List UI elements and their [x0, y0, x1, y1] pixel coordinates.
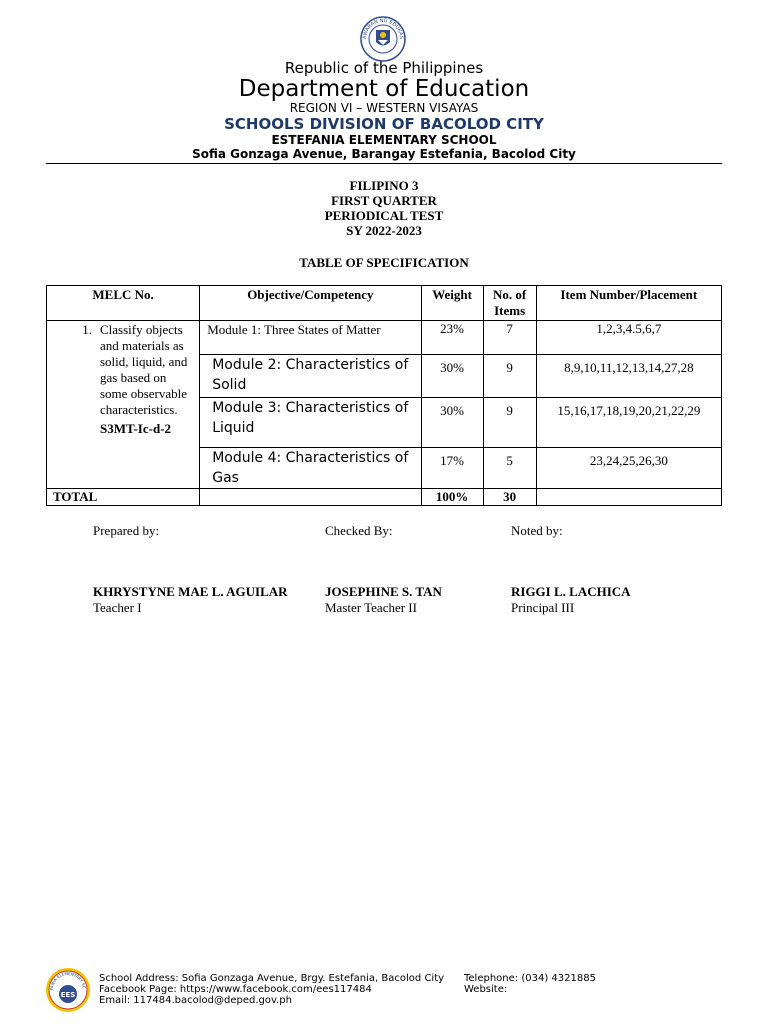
- quarter-title: FIRST QUARTER: [331, 193, 437, 208]
- objective-cell: Module 4: Characteristics of Gas: [200, 448, 421, 489]
- seal-text: AWARAN NG EDUKAS: [361, 17, 405, 40]
- footer-website: Website:: [464, 984, 508, 995]
- header-placement: Item Number/Placement: [536, 286, 721, 321]
- checker-title: Master Teacher II: [325, 600, 417, 615]
- table-header-row: [47, 286, 722, 321]
- footer-address: School Address: Sofia Gonzaga Avenue, Brgy. Estefania, Bacolod City: [99, 973, 445, 984]
- header-items: No. of Items: [483, 286, 536, 321]
- total-items: 30: [483, 489, 536, 506]
- test-title: PERIODICAL TEST: [324, 208, 444, 223]
- total-row: [47, 489, 722, 506]
- objective-cell: Module 3: Characteristics of Liquid: [200, 398, 421, 448]
- school-logo-text: FANIA ELEMENTARY SC: [48, 970, 87, 991]
- school-logo: [44, 967, 92, 1013]
- noter-title: Principal III: [511, 600, 575, 615]
- items-cell: 9: [483, 398, 536, 448]
- header-melc: MELC No.: [47, 286, 200, 321]
- total-label: TOTAL: [47, 489, 200, 506]
- header-divider: [46, 163, 722, 164]
- items-cell: 5: [483, 448, 536, 489]
- checked-by-label: Checked By:: [325, 523, 393, 538]
- footer-email: Email: 117484.bacolod@deped.gov.ph: [99, 995, 292, 1006]
- melc-cell: [47, 321, 200, 489]
- division-name: SCHOOLS DIVISION OF BACOLOD CITY: [224, 115, 544, 133]
- department-name: Department of Education: [238, 76, 530, 102]
- melc-code: S3MT-Ic-d-2: [100, 421, 172, 436]
- checker-name: JOSEPHINE S. TAN: [325, 584, 442, 599]
- school-logo-initials: EES: [60, 991, 76, 999]
- total-objective-cell: [200, 489, 421, 506]
- placement-cell: 15,16,17,18,19,20,21,22,29: [536, 398, 721, 448]
- items-cell: 9: [483, 355, 536, 398]
- weight-cell: 30%: [421, 355, 483, 398]
- noter-name: RIGGI L. LACHICA: [511, 584, 631, 599]
- weight-cell: 30%: [421, 398, 483, 448]
- footer-telephone: Telephone: (034) 4321885: [464, 973, 596, 984]
- objective-cell: Module 1: Three States of Matter: [200, 321, 421, 355]
- header-objective: Objective/Competency: [200, 286, 421, 321]
- objective-cell: Module 2: Characteristics of Solid: [200, 355, 421, 398]
- placement-cell: 8,9,10,11,12,13,14,27,28: [536, 355, 721, 398]
- placement-cell: 23,24,25,26,30: [536, 448, 721, 489]
- subject-title: FILIPINO 3: [349, 178, 419, 193]
- placement-cell: 1,2,3,4.5,6,7: [536, 321, 721, 355]
- weight-cell: 23%: [421, 321, 483, 355]
- school-name: ESTEFANIA ELEMENTARY SCHOOL: [271, 133, 497, 147]
- noted-by-label: Noted by:: [511, 523, 563, 538]
- republic-line: Republic of the Philippines: [284, 59, 484, 77]
- preparer-title: Teacher I: [93, 600, 142, 615]
- total-weight: 100%: [421, 489, 483, 506]
- items-cell: 7: [483, 321, 536, 355]
- table-row: [47, 321, 722, 355]
- weight-cell: 17%: [421, 448, 483, 489]
- school-address: Sofia Gonzaga Avenue, Barangay Estefania, Bacolod City: [192, 147, 576, 161]
- melc-number: 1.: [82, 322, 92, 337]
- prepared-by-label: Prepared by:: [93, 523, 160, 538]
- total-placement-cell: [536, 489, 721, 506]
- region-line: REGION VI – WESTERN VISAYAS: [289, 101, 479, 115]
- specification-table: [46, 285, 722, 506]
- header-weight: Weight: [421, 286, 483, 321]
- footer-facebook: Facebook Page: https://www.facebook.com/ees117484: [99, 984, 372, 995]
- melc-description: Classify objects and materials as solid, liquid, and gas based on some observable characteristics.: [100, 322, 188, 417]
- school-year: SY 2022-2023: [346, 223, 422, 238]
- preparer-name: KHRYSTYNE MAE L. AGUILAR: [93, 584, 288, 599]
- deped-seal-logo: [358, 16, 408, 62]
- table-title: TABLE OF SPECIFICATION: [299, 255, 469, 270]
